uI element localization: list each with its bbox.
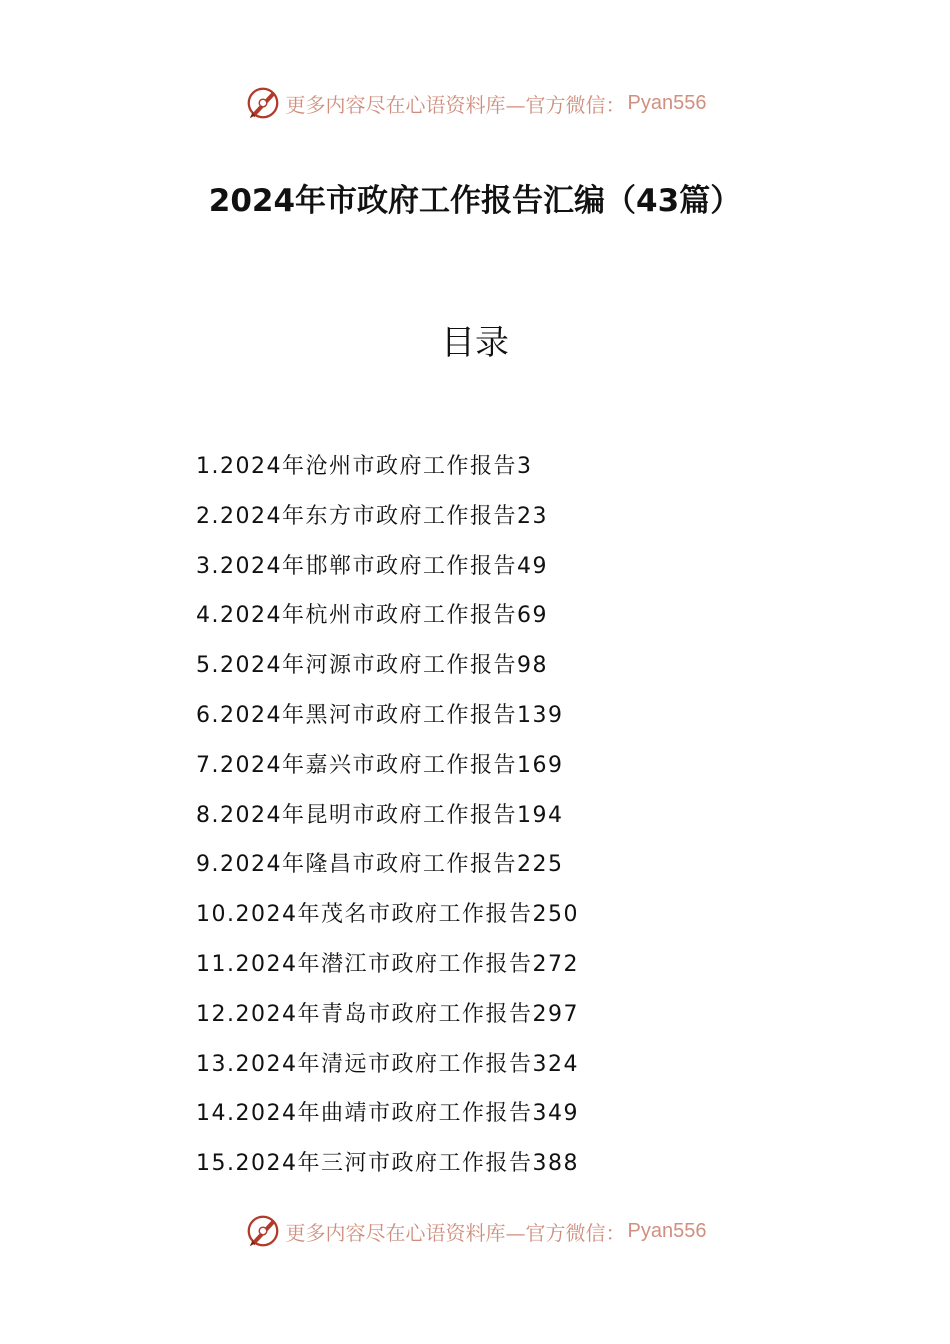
document-title: 2024年市政府工作报告汇编（43篇）: [208, 183, 742, 219]
toc-entry[interactable]: [196, 1144, 579, 1194]
toc-entry-page: 49: [516, 553, 548, 579]
header-watermark: [0, 84, 950, 122]
toc-entry-label: 6.2024年黑河市政府工作报告: [196, 702, 517, 728]
pen-circle-logo-icon: [244, 84, 282, 122]
table-of-contents: [196, 447, 579, 1194]
watermark-wechat-id: Pyan556: [627, 1219, 707, 1242]
toc-entry[interactable]: [196, 1045, 579, 1095]
toc-entry-label: 7.2024年嘉兴市政府工作报告: [196, 752, 517, 778]
toc-entry[interactable]: [196, 746, 579, 796]
toc-entry-page: 139: [516, 702, 564, 728]
toc-entry-label: 13.2024年清远市政府工作报告: [196, 1051, 533, 1077]
toc-entry-label: 3.2024年邯郸市政府工作报告: [196, 553, 517, 579]
toc-entry-page: 388: [532, 1151, 579, 1177]
toc-entry[interactable]: [196, 497, 579, 547]
toc-entry[interactable]: [196, 895, 579, 945]
toc-entry-label: 1.2024年沧州市政府工作报告: [196, 454, 517, 479]
toc-entry-label: 12.2024年青岛市政府工作报告: [196, 1001, 533, 1027]
toc-entry-page: 297: [532, 1001, 579, 1027]
toc-entry-page: 272: [532, 951, 579, 977]
toc-entry-page: 324: [532, 1051, 579, 1077]
toc-entry-page: 349: [532, 1101, 579, 1127]
toc-entry-label: 8.2024年昆明市政府工作报告: [196, 802, 517, 828]
pen-circle-logo-icon: [244, 1212, 282, 1250]
toc-entry-page: 98: [516, 653, 548, 679]
toc-entry-page: 169: [516, 752, 564, 778]
toc-entry-page: 69: [516, 603, 548, 629]
footer-watermark: [0, 1212, 950, 1250]
watermark-wechat-id: Pyan556: [627, 91, 707, 114]
toc-entry-page: 250: [532, 902, 579, 928]
toc-entry-label: 2.2024年东方市政府工作报告: [196, 503, 517, 529]
toc-entry-label: 11.2024年潜江市政府工作报告: [196, 951, 533, 977]
toc-entry-page: 23: [516, 503, 548, 529]
toc-entry-page: 225: [516, 852, 564, 878]
toc-entry[interactable]: [196, 646, 579, 696]
toc-entry[interactable]: [196, 995, 579, 1045]
toc-entry-label: 4.2024年杭州市政府工作报告: [196, 603, 517, 629]
toc-entry[interactable]: [196, 796, 579, 846]
toc-entry-label: 10.2024年茂名市政府工作报告: [196, 902, 533, 928]
toc-entry-label: 9.2024年隆昌市政府工作报告: [196, 852, 517, 878]
toc-heading: 目录: [441, 323, 509, 363]
toc-entry[interactable]: [196, 447, 579, 497]
toc-entry-label: 14.2024年曲靖市政府工作报告: [196, 1101, 533, 1127]
toc-entry[interactable]: [196, 945, 579, 995]
toc-entry-page: 3: [516, 454, 533, 479]
toc-entry-label: 15.2024年三河市政府工作报告: [196, 1151, 533, 1177]
toc-entry[interactable]: [196, 596, 579, 646]
toc-entry[interactable]: [196, 696, 579, 746]
toc-entry-label: 5.2024年河源市政府工作报告: [196, 653, 517, 679]
watermark-text: 更多内容尽在心语资料库—官方微信：: [285, 92, 626, 117]
watermark-text: 更多内容尽在心语资料库—官方微信：: [285, 1220, 626, 1245]
toc-entry-page: 194: [516, 802, 564, 828]
toc-entry[interactable]: [196, 1094, 579, 1144]
toc-entry[interactable]: [196, 547, 579, 597]
toc-entry[interactable]: [196, 845, 579, 895]
